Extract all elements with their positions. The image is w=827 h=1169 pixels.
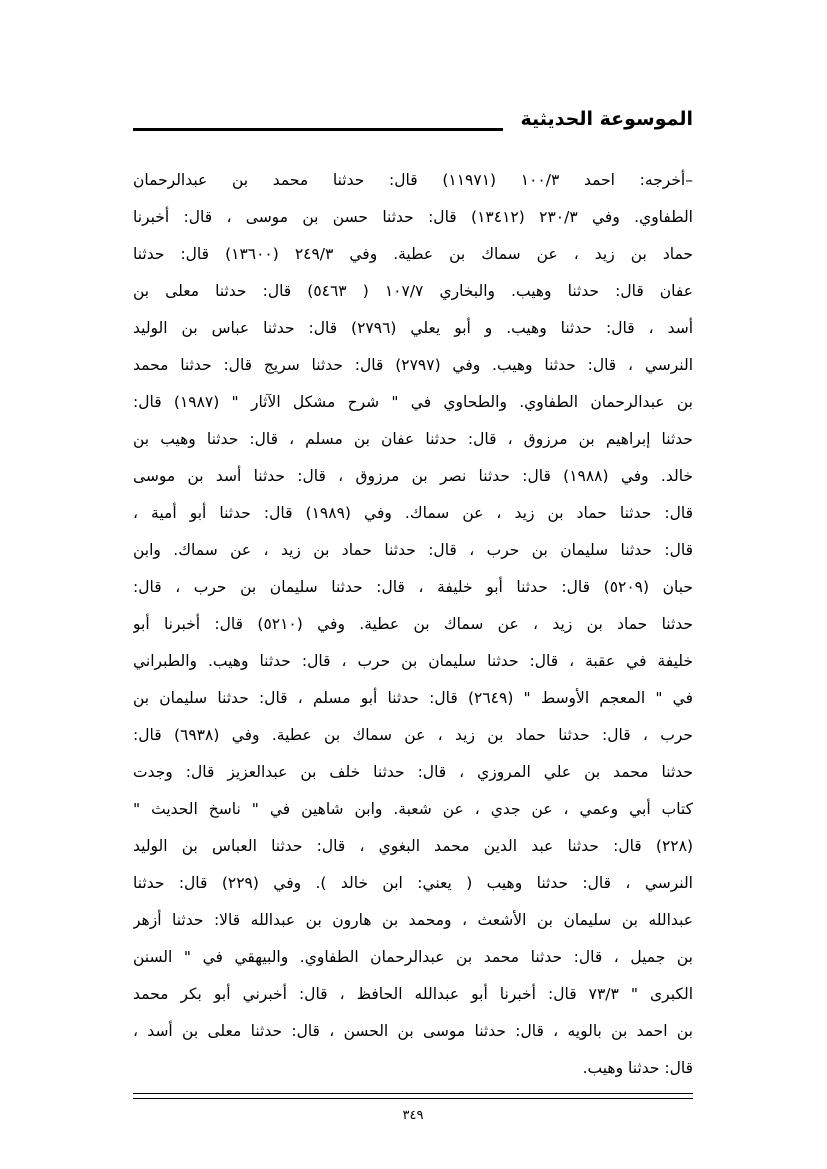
text-line: حرب ، قال: حدثنا حماد بن زيد ، عن سماك بن عطية. وفي (٦٩٣٨) قال: [133,726,693,744]
text-line: عبدالله بن سليمان بن الأشعث ، ومحمد بن هارون بن عبدالله قالا: حدثنا أزهر [133,911,693,929]
text-line: الطفاوي. وفي ٢٣٠/٣ (١٣٤١٢) قال: حدثنا حسن بن موسى ، قال: أخبرنا [133,208,693,226]
body-text [133,162,693,1087]
header-rule-short [133,128,177,131]
text-line: خليفة في عقبة ، قال: حدثنا سليمان بن حرب ، قال: حدثنا وهيب. والطبراني [133,652,693,670]
text-line: حدثنا حماد بن زيد ، عن سماك بن عطية. وفي (٥٢١٠) قال: أخبرنا أبو [133,615,693,633]
text-line: حدثنا محمد بن علي المروزي ، قال: حدثنا خلف بن عبدالعزيز قال: وجدت [133,763,693,781]
text-line: –أخرجه: احمد ١٠٠/٣ (١١٩٧١) قال: حدثنا محمد بن عبدالرحمان [133,171,693,189]
text-line: في " المعجم الأوسط " (٢٦٤٩) قال: حدثنا أبو مسلم ، قال: حدثنا سليمان بن [133,689,693,707]
text-line: بن جميل ، قال: حدثنا محمد بن عبدالرحمان الطفاوي. والبيهقي في " السنن [133,948,693,966]
page-header [133,108,693,138]
text-line: أسد ، قال: حدثنا وهيب. و أبو يعلي (٢٧٩٦) قال: حدثنا عباس بن الوليد [133,319,693,337]
text-line: قال: حدثنا حماد بن زيد ، عن سماك. وفي (١٩٨٩) قال: حدثنا أبو أمية ، [133,504,693,522]
text-line: قال: حدثنا سليمان بن حرب ، قال: حدثنا حماد بن زيد ، عن سماك. وابن [133,541,693,559]
page-number: ٣٤٩ [402,1108,424,1123]
text-line: كتاب أبي وعمي ، عن جدي ، عن شعبة. وابن شاهين في " ناسخ الحديث " [133,800,693,818]
text-line: حبان (٥٢٠٩) قال: حدثنا أبو خليفة ، قال: حدثنا سليمان بن حرب ، قال: [133,578,693,596]
footer-rule [133,1093,693,1094]
text-line: النرسي ، قال: حدثنا وهيب ( يعني: ابن خالد ). وفي (٢٢٩) قال: حدثنا [133,874,693,892]
text-line: (٢٢٨) قال: حدثنا عبد الدين محمد البغوي ، قال: حدثنا العباس بن الوليد [133,837,693,855]
text-line: بن احمد بن بالويه ، قال: حدثنا موسى بن الحسن ، قال: حدثنا معلى بن أسد ، [133,1022,693,1040]
text-line: النرسي ، قال: حدثنا وهيب. وفي (٢٧٩٧) قال: حدثنا سريج قال: حدثنا محمد [133,356,693,374]
text-line: الكبرى " ٧٣/٣ قال: أخبرنا أبو عبدالله الحافظ ، قال: أخبرني أبو بكر محمد [133,985,693,1003]
header-rule [133,128,503,131]
text-line: خالد. وفي (١٩٨٨) قال: حدثنا نصر بن مرزوق ، قال: حدثنا أسد بن موسى [133,467,693,485]
text-line: بن عبدالرحمان الطفاوي. والطحاوي في " شرح مشكل الآثار " (١٩٨٧) قال: [133,393,693,411]
footer-rule [133,1098,693,1099]
text-line: قال: حدثنا وهيب. [582,1059,693,1077]
header-title: الموسوعة الحديثية [520,108,693,130]
text-line: حدثنا إبراهيم بن مرزوق ، قال: حدثنا عفان بن مسلم ، قال: حدثنا وهيب بن [133,430,693,448]
text-line: عفان قال: حدثنا وهيب. والبخاري ١٠٧/٧ ( ٥٤٦٣) قال: حدثنا معلى بن [133,282,693,300]
text-line: حماد بن زيد ، عن سماك بن عطية. وفي ٢٤٩/٣ (١٣٦٠٠) قال: حدثنا [133,245,693,263]
